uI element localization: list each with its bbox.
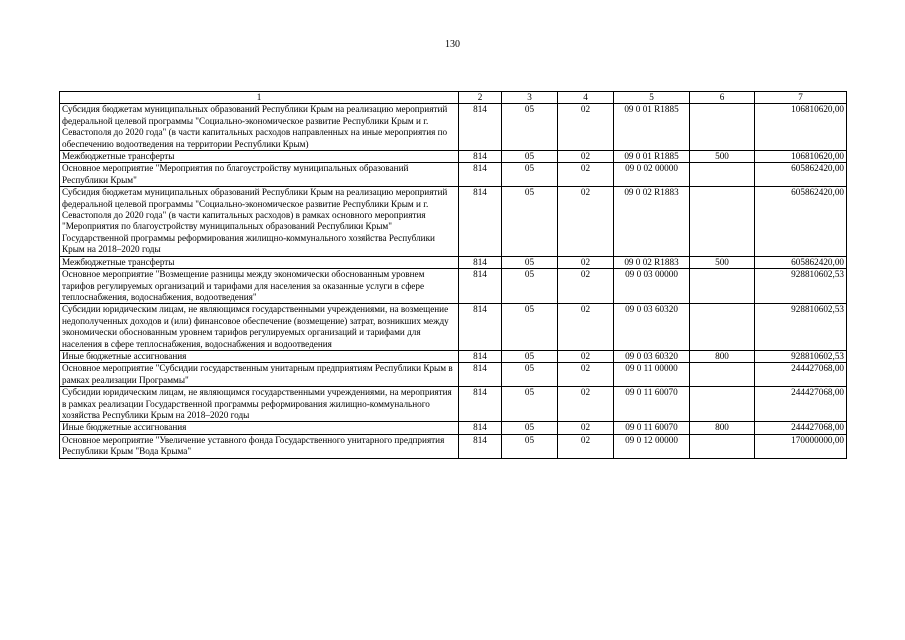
table-row [60, 363, 847, 387]
row-description: Основное мероприятие "Субсидии государственным унитарным предприятиям Республики Крым в рамках реализации Программы" [60, 363, 459, 387]
table-row [60, 269, 847, 304]
row-description: Основное мероприятие "Увеличение уставного фонда Государственного унитарного предприятия Республики Крым "Вода Крыма" [60, 434, 459, 458]
column-header: 2 [459, 92, 502, 104]
expense-type-code [690, 363, 755, 387]
target-article-code: 09 0 02 R1883 [614, 187, 690, 256]
amount: 928810602,53 [755, 269, 847, 304]
ministry-code: 814 [459, 187, 502, 256]
expense-type-code: 500 [690, 256, 755, 268]
target-article-code: 09 0 01 R1885 [614, 151, 690, 163]
ministry-code: 814 [459, 363, 502, 387]
amount: 244427068,00 [755, 363, 847, 387]
row-description: Субсидия бюджетам муниципальных образований Республики Крым на реализацию мероприятий федеральной целевой программы "Социально-экономическое развитие Республики Крым и г. Севастополя до 2020 года" (в части капитальных расходов) в рамках основного мероприятия "Мероприятия по благоустройству муниципальных образований Республики Крым" Государственной программы реформирования жилищно-коммунального хозяйства Республики Крым на 2018–2020 годы [60, 187, 459, 256]
amount: 928810602,53 [755, 350, 847, 362]
table-row [60, 387, 847, 422]
section-code: 05 [502, 422, 558, 434]
row-description: Основное мероприятие "Мероприятия по благоустройству муниципальных образований Республики Крым" [60, 163, 459, 187]
target-article-code: 09 0 03 60320 [614, 350, 690, 362]
column-header: 4 [558, 92, 614, 104]
amount: 605862420,00 [755, 256, 847, 268]
section-code: 05 [502, 151, 558, 163]
subsection-code: 02 [558, 163, 614, 187]
subsection-code: 02 [558, 422, 614, 434]
subsection-code: 02 [558, 151, 614, 163]
amount: 106810620,00 [755, 151, 847, 163]
target-article-code: 09 0 12 00000 [614, 434, 690, 458]
amount: 928810602,53 [755, 304, 847, 351]
row-description: Межбюджетные трансферты [60, 256, 459, 268]
amount: 244427068,00 [755, 422, 847, 434]
expense-type-code [690, 434, 755, 458]
column-header: 5 [614, 92, 690, 104]
ministry-code: 814 [459, 163, 502, 187]
row-description: Субсидии юридическим лицам, не являющимся государственными учреждениями, на возмещение недополученных доходов и (или) финансовое обеспечение (возмещение) затрат, возникших между экономически обоснованным уровнем тарифов регулируемых организаций и тарифами для населения в сфере теплоснабжения, водоснабжения и водоотведения [60, 304, 459, 351]
ministry-code: 814 [459, 387, 502, 422]
section-code: 05 [502, 350, 558, 362]
expense-type-code [690, 163, 755, 187]
ministry-code: 814 [459, 256, 502, 268]
target-article-code: 09 0 11 60070 [614, 387, 690, 422]
ministry-code: 814 [459, 104, 502, 151]
row-description: Иные бюджетные ассигнования [60, 422, 459, 434]
subsection-code: 02 [558, 387, 614, 422]
section-code: 05 [502, 269, 558, 304]
ministry-code: 814 [459, 151, 502, 163]
table-row [60, 304, 847, 351]
table-row [60, 163, 847, 187]
column-header: 6 [690, 92, 755, 104]
section-code: 05 [502, 434, 558, 458]
amount: 244427068,00 [755, 387, 847, 422]
target-article-code: 09 0 02 R1883 [614, 256, 690, 268]
subsection-code: 02 [558, 104, 614, 151]
row-description: Основное мероприятие "Возмещение разницы между экономически обоснованным уровнем тарифов регулируемых организаций и тарифами для населения за оказанные услуги в сфере теплоснабжения, водоснабжения, водоотведения" [60, 269, 459, 304]
table-row [60, 187, 847, 256]
subsection-code: 02 [558, 187, 614, 256]
section-code: 05 [502, 256, 558, 268]
column-header: 1 [60, 92, 459, 104]
subsection-code: 02 [558, 434, 614, 458]
subsection-code: 02 [558, 269, 614, 304]
target-article-code: 09 0 01 R1885 [614, 104, 690, 151]
subsection-code: 02 [558, 256, 614, 268]
table-row [60, 422, 847, 434]
target-article-code: 09 0 03 60320 [614, 304, 690, 351]
expense-type-code [690, 304, 755, 351]
table-row [60, 151, 847, 163]
expense-type-code [690, 104, 755, 151]
table-header-row [60, 92, 847, 104]
target-article-code: 09 0 11 00000 [614, 363, 690, 387]
section-code: 05 [502, 163, 558, 187]
column-header: 7 [755, 92, 847, 104]
row-description: Иные бюджетные ассигнования [60, 350, 459, 362]
ministry-code: 814 [459, 304, 502, 351]
expense-type-code: 800 [690, 350, 755, 362]
expense-type-code: 800 [690, 422, 755, 434]
ministry-code: 814 [459, 422, 502, 434]
row-description: Субсидия бюджетам муниципальных образований Республики Крым на реализацию мероприятий федеральной целевой программы "Социально-экономическое развитие Республики Крым и г. Севастополя до 2020 года" (в части капитальных расходов направленных на иные мероприятия по обеспечению водоотведения на территории Республики Крым) [60, 104, 459, 151]
table-row [60, 104, 847, 151]
section-code: 05 [502, 387, 558, 422]
table-row [60, 256, 847, 268]
row-description: Субсидии юридическим лицам, не являющимся государственными учреждениями, на мероприятия в рамках реализации Государственной программы реформирования жилищно-коммунального хозяйства Республики Крым на 2018–2020 годы [60, 387, 459, 422]
subsection-code: 02 [558, 304, 614, 351]
ministry-code: 814 [459, 269, 502, 304]
budget-table [59, 91, 847, 459]
page-number: 130 [445, 39, 460, 50]
target-article-code: 09 0 02 00000 [614, 163, 690, 187]
expense-type-code [690, 387, 755, 422]
subsection-code: 02 [558, 350, 614, 362]
amount: 605862420,00 [755, 187, 847, 256]
subsection-code: 02 [558, 363, 614, 387]
section-code: 05 [502, 104, 558, 151]
expense-type-code: 500 [690, 151, 755, 163]
amount: 106810620,00 [755, 104, 847, 151]
column-header: 3 [502, 92, 558, 104]
expense-type-code [690, 269, 755, 304]
table-row [60, 434, 847, 458]
ministry-code: 814 [459, 350, 502, 362]
row-description: Межбюджетные трансферты [60, 151, 459, 163]
ministry-code: 814 [459, 434, 502, 458]
table-row [60, 350, 847, 362]
target-article-code: 09 0 11 60070 [614, 422, 690, 434]
amount: 605862420,00 [755, 163, 847, 187]
amount: 170000000,00 [755, 434, 847, 458]
expense-type-code [690, 187, 755, 256]
section-code: 05 [502, 187, 558, 256]
section-code: 05 [502, 304, 558, 351]
target-article-code: 09 0 03 00000 [614, 269, 690, 304]
section-code: 05 [502, 363, 558, 387]
